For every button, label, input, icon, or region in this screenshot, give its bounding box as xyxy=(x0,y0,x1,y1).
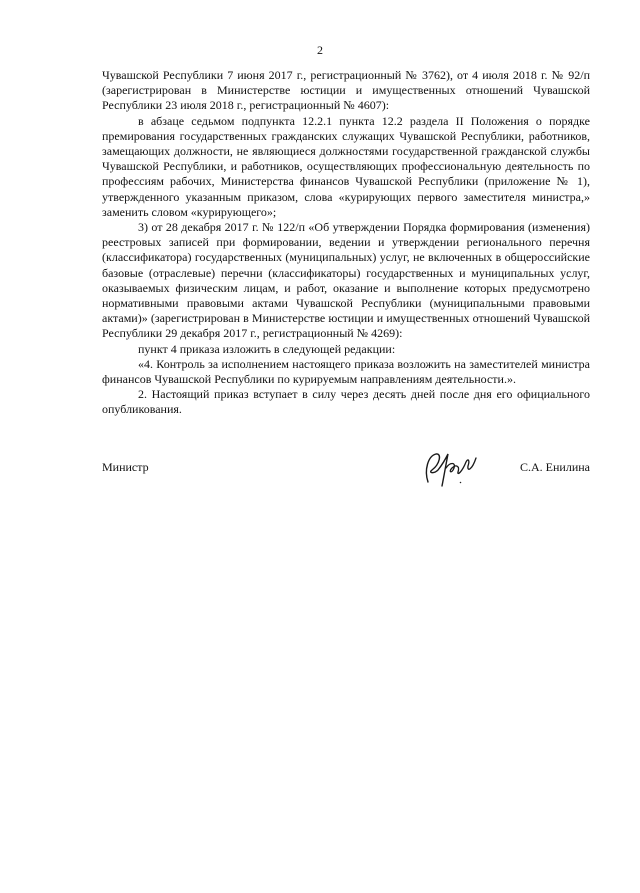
paragraph-clause-4-intro: пункт 4 приказа изложить в следующей редакции: xyxy=(138,341,396,356)
page-number: 2 xyxy=(317,43,323,57)
handwritten-signature-icon xyxy=(420,448,484,492)
document-body xyxy=(102,68,590,418)
paragraph-amendment-1: в абзаце седьмом подпункта 12.2.1 пункта 12.2 раздела II Положения о порядке премирования государственных гражданских служащих Чувашской Республики, работников, замещающих должности, не являющиеся должностями государственной гражданской службы Чувашской Республики, и работников, осуществляющих профессиональную деятельность по профессиям рабочих, Министерства финансов Чувашской Республики (приложение № 1), утвержденного указанным приказом, слова «курирующих первого заместителя министра,» заменить словом «курирующего»; xyxy=(102,113,590,219)
signature-block xyxy=(102,456,590,496)
paragraph-effective-date: 2. Настоящий приказ вступает в силу через десять дней после дня его официального опубликования. xyxy=(102,387,590,417)
paragraph-clause-4-text: «4. Контроль за исполнением настоящего приказа возложить на заместителей министра финансов Чувашской Республики по курируемым направлениям деятельности.». xyxy=(102,356,590,387)
signer-title: Министр xyxy=(102,460,149,474)
paragraph-item-3: 3) от 28 декабря 2017 г. № 122/п «Об утверждении Порядка формирования (изменения) реестровых записей при формировании, ведении и утверждении регионального перечня (классификатора) государственных (муниципальных) услуг, не включенных в общероссийские базовые (отраслевые) перечни (классификаторы) государственных и муниципальных услуг, оказываемых физическим лицам, и работ, оказание и выполнение которых предусмотрено нормативными правовыми актами Чувашской Республики (муниципальными правовыми актами)» (зарегистрирован в Министерстве юстиции и имущественных отношений Чувашской Республики 29 декабря 2017 г., регистрационный № 4269): xyxy=(102,220,590,341)
signer-name: С.А. Енилина xyxy=(519,460,590,474)
paragraph-preamble-continuation: Чувашской Республики 7 июня 2017 г., регистрационный № 3762), от 4 июля 2018 г. № 92/п (зарегистрирован в Министерстве юстиции и имущественных отношений Чувашской Республики 23 июля 2018 г., регистрационный № 4607): xyxy=(102,68,590,113)
